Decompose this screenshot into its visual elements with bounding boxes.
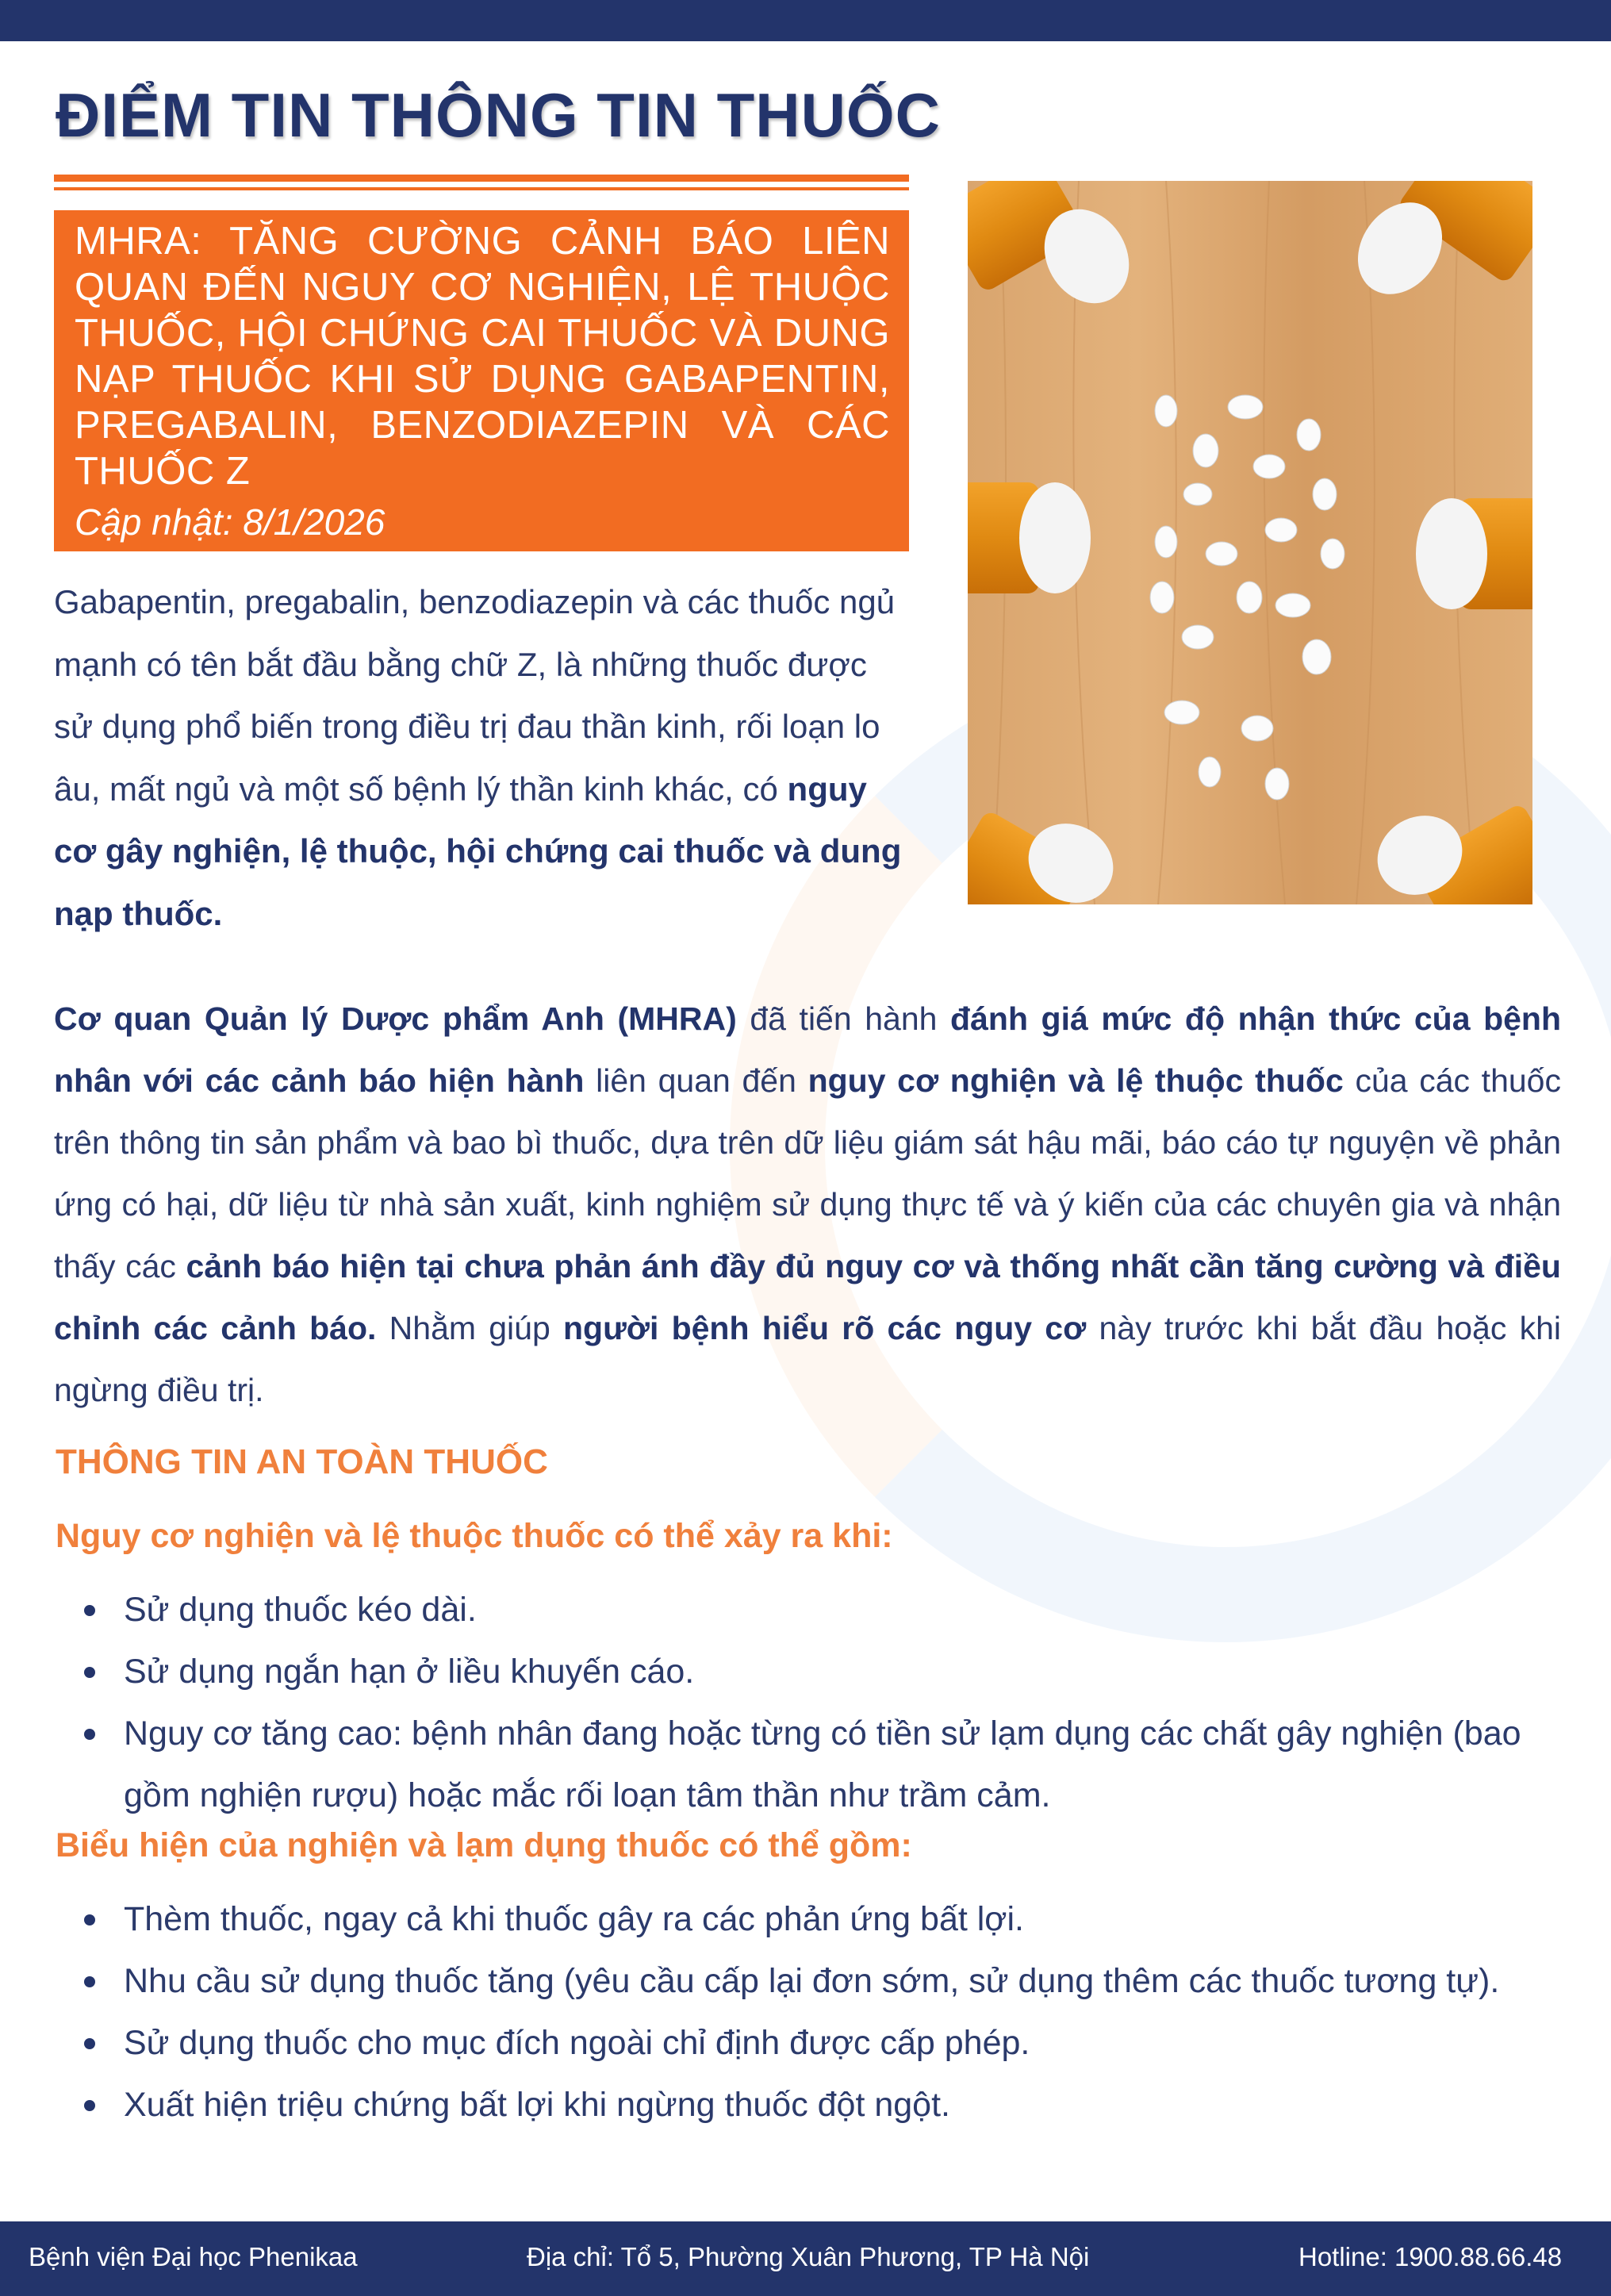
list-item	[79, 1579, 1564, 1641]
list-item	[79, 1703, 1564, 1826]
list-item-text: Xuất hiện triệu chứng bất lợi khi ngừng thuốc đột ngột.	[124, 2086, 950, 2124]
list-item	[79, 1641, 1564, 1703]
alert-heading: MHRA: TĂNG CƯỜNG CẢNH BÁO LIÊN QUAN ĐẾN NGUY CƠ NGHIỆN, LỆ THUỘC THUỐC, HỘI CHỨNG CAI THUỐC VÀ DUNG NẠP THUỐC KHI SỬ DỤNG GABAPENTIN, PREGABALIN, BENZODIAZEPIN VÀ CÁC THUỐC Z	[75, 220, 890, 493]
mhra-text-3: của các thuốc trên thông tin sản phẩm và bao bì thuốc, dựa trên dữ liệu giám sát hậu mãi, báo cáo tự nguyện về phản ứng có hại, dữ liệu từ nhà sản xuất, kinh nghiệm sử dụng thực tế và ý kiến của các chuyên gia và nhận thấy các	[54, 1062, 1561, 1284]
mhra-bold-5: người bệnh hiểu rõ các nguy cơ	[563, 1310, 1087, 1346]
intro-text: Gabapentin, pregabalin, benzodiazepin và các thuốc ngủ mạnh có tên bắt đầu bằng chữ Z, là những thuốc được sử dụng phổ biến trong điều trị đau thần kinh, rối loạn lo âu, mất ngủ và một số bệnh lý thần kinh khác, có	[54, 583, 896, 808]
mhra-text-5: này trước khi bắt đầu hoặc khi ngừng điều trị.	[54, 1310, 1561, 1408]
page-title: ĐIỂM TIN THÔNG TIN THUỐC	[56, 80, 941, 150]
bullet-dot-icon	[84, 1976, 95, 1987]
footer-address: Địa chỉ: Tổ 5, Phường Xuân Phương, TP Hà Nội	[527, 2242, 1090, 2271]
intro-paragraph	[54, 571, 911, 945]
mhra-paragraph	[54, 988, 1561, 1421]
list-item-text: Sử dụng ngắn hạn ở liều khuyến cáo.	[124, 1653, 695, 1691]
bullet-dot-icon	[84, 2100, 95, 2111]
pills-photo	[968, 181, 1532, 904]
bullet-dot-icon	[84, 1605, 95, 1616]
intro-bold: nguy cơ gây nghiện, lệ thuộc, hội chứng cai thuốc và dung nạp thuốc.	[54, 770, 902, 932]
title-rule-thick	[54, 175, 909, 182]
section-title-safety: THÔNG TIN AN TOÀN THUỐC	[56, 1442, 548, 1481]
signs-subtitle: Biểu hiện của nghiện và lạm dụng thuốc có thể gồm:	[56, 1826, 912, 1864]
bullet-dot-icon	[84, 2038, 95, 2049]
mhra-text-4: Nhằm giúp	[376, 1310, 564, 1346]
list-item-text: Nguy cơ tăng cao: bệnh nhân đang hoặc từng có tiền sử lạm dụng các chất gây nghiện (bao gồm nghiện rượu) hoặc mắc rối loạn tâm thần như trầm cảm.	[124, 1714, 1521, 1814]
list-item-text: Thèm thuốc, ngay cả khi thuốc gây ra các phản ứng bất lợi.	[124, 1900, 1025, 1938]
alert-box	[54, 210, 909, 551]
footer-hospital: Bệnh viện Đại học Phenikaa	[29, 2242, 358, 2271]
mhra-agency: Cơ quan Quản lý Dược phẩm Anh (MHRA)	[54, 1000, 737, 1037]
list-item-text: Sử dụng thuốc cho mục đích ngoài chỉ định được cấp phép.	[124, 2024, 1030, 2062]
mhra-bold-3: nguy cơ nghiện và lệ thuộc thuốc	[807, 1062, 1344, 1099]
list-item	[79, 1950, 1564, 2012]
mhra-bold-4: cảnh báo hiện tại chưa phản ánh đầy đủ nguy cơ và thống nhất cần tăng cường và điều chỉnh các cảnh báo.	[54, 1248, 1561, 1346]
list-item	[79, 2074, 1564, 2136]
bullet-dot-icon	[84, 1914, 95, 1925]
footer-hotline: Hotline: 1900.88.66.48	[1298, 2242, 1563, 2271]
top-bar	[0, 0, 1611, 41]
mhra-text-1: đã tiến hành	[736, 1000, 951, 1037]
list-item	[79, 1888, 1564, 1950]
alert-updated-date: Cập nhật: 8/1/2026	[75, 501, 385, 543]
bullet-dot-icon	[84, 1729, 95, 1740]
signs-list	[79, 1888, 1564, 2136]
list-item-text: Sử dụng thuốc kéo dài.	[124, 1591, 477, 1629]
list-item	[79, 2012, 1564, 2074]
mhra-text-2: liên quan đến	[584, 1062, 808, 1099]
list-item-text: Nhu cầu sử dụng thuốc tăng (yêu cầu cấp lại đơn sớm, sử dụng thêm các thuốc tương tự).	[124, 1962, 1500, 2000]
mhra-bold-2: đánh giá mức độ nhận thức của bệnh nhân với các cảnh báo hiện hành	[54, 1000, 1562, 1099]
footer-bar	[0, 2221, 1611, 2296]
risk-subtitle: Nguy cơ nghiện và lệ thuộc thuốc có thể xảy ra khi:	[56, 1517, 893, 1555]
title-rule-thin	[54, 187, 909, 190]
bullet-dot-icon	[84, 1667, 95, 1678]
risk-list	[79, 1579, 1564, 1826]
